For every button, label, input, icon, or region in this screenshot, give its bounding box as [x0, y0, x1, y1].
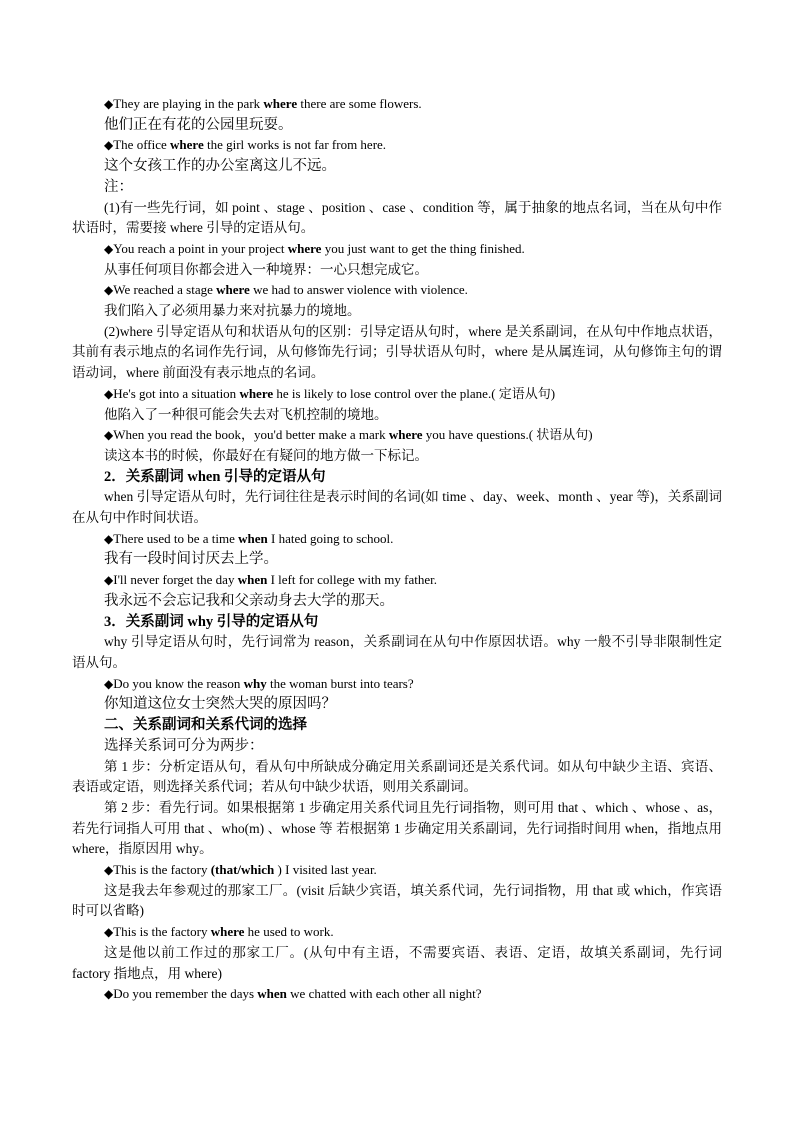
diamond-bullet-icon: ◆ — [104, 925, 114, 940]
keyword: when — [257, 986, 287, 1002]
diamond-bullet-icon: ◆ — [104, 386, 114, 401]
keyword: where — [263, 96, 298, 111]
example-sentence: ◆I'll never forget the day when I left for college with my father. — [104, 572, 438, 588]
note-paragraph: (2)where 引导定语从句和状语从句的区别：引导定语从句时，where 是关系副词，在从句中作地点状语，其前有表示地点的名词作先行词，从句修饰先行词；引导状语从句时，where 是从属连词，从句修饰主句的谓语动词，where 前面没有表示地点的名词。 — [72, 323, 722, 381]
keyword: when — [238, 530, 268, 546]
document-body — [72, 94, 722, 1005]
note-paragraph: (1)有一些先行词，如 point 、stage 、position 、case 、condition 等，属于抽象的地点名词，当在从句中作状语时，需要接 where 引导的定语从句。 — [72, 199, 722, 236]
keyword: why — [243, 675, 267, 691]
diamond-bullet-icon: ◆ — [104, 138, 114, 153]
explanation-paragraph: when 引导定语从句时，先行词往往是表示时间的名词(如 time 、day、week、month 、year 等)，关系副词在从句中作时间状语。 — [72, 489, 722, 526]
example-sentence: ◆They are playing in the park where there are some flowers. — [104, 96, 422, 111]
diamond-bullet-icon: ◆ — [104, 863, 114, 878]
keyword: (that/which — [210, 862, 275, 878]
intro-text: 选择关系词可分为两步： — [104, 737, 264, 754]
keyword: where — [170, 137, 204, 153]
example-sentence: ◆You reach a point in your project where you just want to get the thing finished. — [104, 240, 525, 256]
translation: 他们正在有花的公园里玩耍。 — [104, 116, 293, 133]
translation: 他陷入了一种很可能会失去对飞机控制的境地。 — [104, 406, 388, 422]
example-sentence: ◆When you read the book，you'd better make a mark where you have questions.( 状语从句) — [104, 427, 593, 443]
keyword: where — [388, 427, 423, 443]
translation: 从事任何项目你都会进入一种境界：一心只想完成它。 — [104, 261, 428, 277]
translation-explanation: 这是他以前工作过的那家工厂。(从句中有主语，不需要宾语、表语、定语，故填关系副词，先行词 factory 指地点，用 where) — [72, 944, 722, 981]
keyword: where — [210, 924, 245, 940]
diamond-bullet-icon: ◆ — [104, 241, 114, 256]
explanation-paragraph: why 引导定语从句时，先行词常为 reason，关系副词在从句中作原因状语。why 一般不引导非限制性定语从句。 — [72, 634, 722, 670]
translation: 我们陷入了必须用暴力来对抗暴力的境地。 — [104, 303, 361, 319]
translation-explanation: 这是我去年参观过的那家工厂。(visit 后缺少宾语，填关系代词，先行词指物，用 that 或 which，作宾语时可以省略) — [72, 882, 722, 919]
example-sentence: ◆This is the factory (that/which ) I visited last year. — [104, 862, 377, 878]
translation: 这个女孩工作的办公室离这儿不远。 — [104, 158, 336, 175]
example-sentence: ◆This is the factory where he used to work. — [104, 924, 334, 940]
translation: 你知道这位女士突然大哭的原因吗？ — [104, 696, 336, 713]
keyword: where — [287, 240, 322, 256]
translation: 我永远不会忘记我和父亲动身去大学的那天。 — [104, 592, 394, 609]
diamond-bullet-icon: ◆ — [104, 428, 114, 443]
keyword: where — [239, 385, 274, 401]
example-sentence: ◆The office where the girl works is not far from here. — [104, 137, 387, 153]
example-sentence: ◆He's got into a situation where he is likely to lose control over the plane.( 定语从句) — [104, 385, 556, 401]
diamond-bullet-icon: ◆ — [104, 531, 114, 546]
example-sentence: ◆We reached a stage where we had to answer violence with violence. — [104, 282, 468, 298]
diamond-bullet-icon: ◆ — [104, 676, 114, 691]
section-heading: 3．关系副词 why 引导的定语从句 — [104, 613, 319, 630]
diamond-bullet-icon: ◆ — [104, 987, 114, 1002]
translation: 读这本书的时候，你最好在有疑问的地方做一下标记。 — [104, 447, 428, 463]
example-sentence: ◆Do you know the reason why the woman burst into tears? — [104, 675, 414, 691]
section-heading: 二、关系副词和关系代词的选择 — [104, 717, 307, 734]
diamond-bullet-icon: ◆ — [104, 97, 114, 111]
example-sentence: ◆Do you remember the days when we chatted with each other all night? — [104, 986, 482, 1002]
keyword: where — [216, 282, 250, 298]
note-label: 注： — [104, 178, 133, 195]
step-paragraph: 第 1 步：分析定语从句，看从句中所缺成分确定用关系副词还是关系代词。如从句中缺少主语、宾语、表语或定语，则选择关系代词；若从句中缺少状语，则用关系副词。 — [72, 758, 722, 795]
keyword: when — [237, 572, 268, 588]
diamond-bullet-icon: ◆ — [104, 283, 114, 298]
diamond-bullet-icon: ◆ — [104, 573, 114, 588]
translation: 我有一段时间讨厌去上学。 — [104, 551, 278, 568]
step-paragraph: 第 2 步：看先行词。如果根据第 1 步确定用关系代词且先行词指物，则可用 that 、which 、whose 、as，若先行词指人可用 that 、who(m) 、whose 等 若根据第 1 步确定用关系副词，先行词指时间用 when，指地点用 where，指原因用 why。 — [72, 799, 722, 857]
example-sentence: ◆There used to be a time when I hated going to school. — [104, 530, 394, 546]
section-heading: 2．关系副词 when 引导的定语从句 — [104, 468, 326, 485]
